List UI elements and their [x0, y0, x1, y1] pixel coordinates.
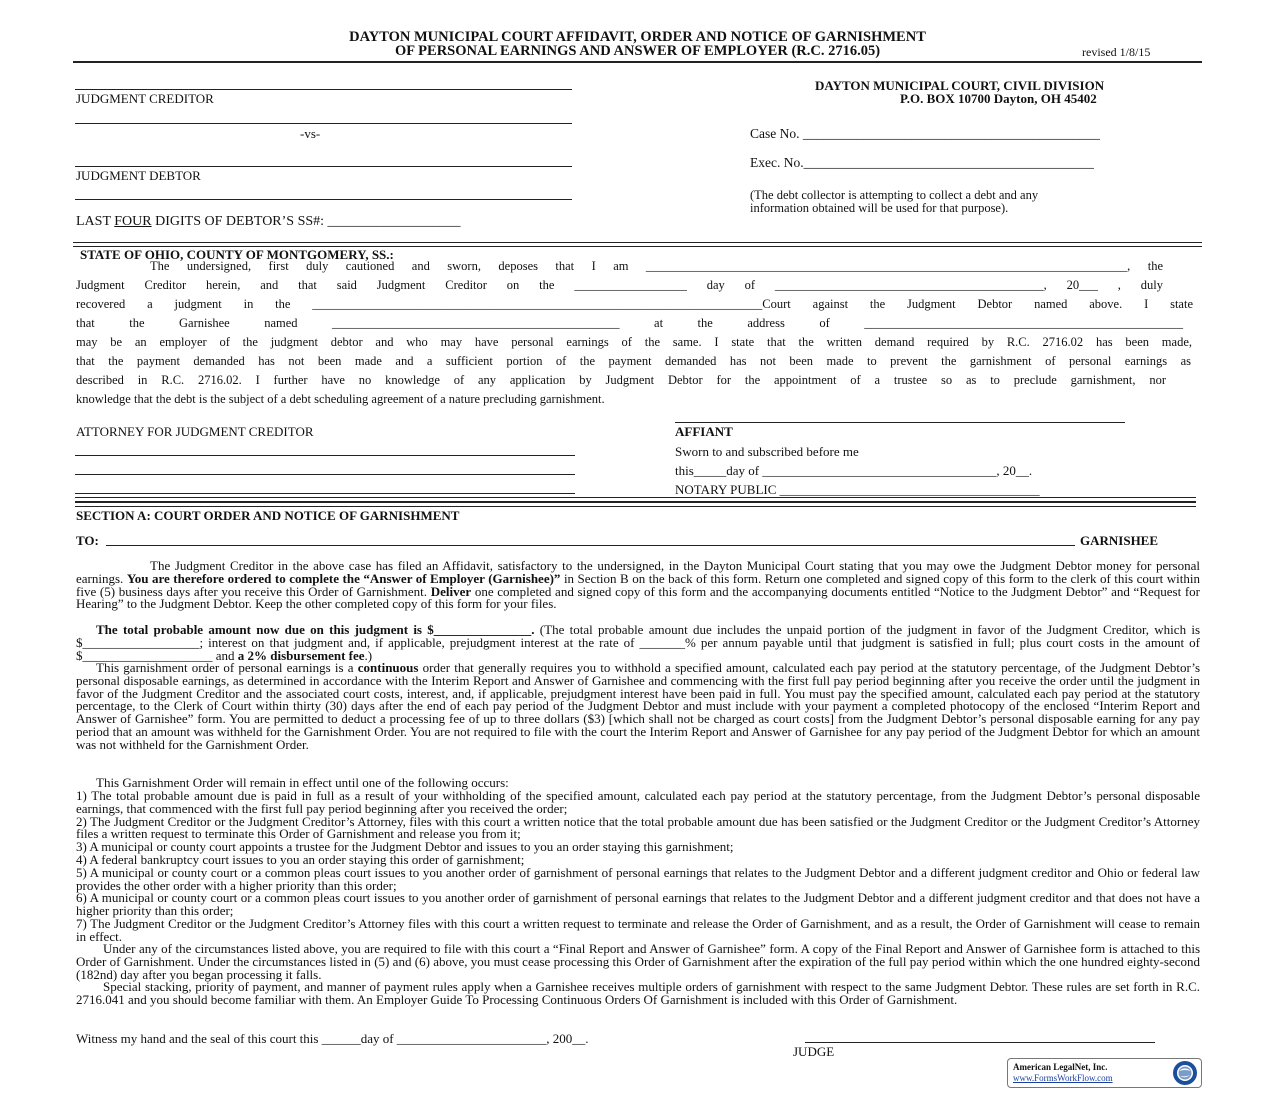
- court-address: P.O. BOX 10700 Dayton, OH 45402: [900, 91, 1097, 106]
- affiant-signature-line[interactable]: [675, 422, 1125, 423]
- list-item: 1) The total probable amount due is paid in full as a result of your withholding of the specified amount, calculated each pay period at the statutory percentage, from the Judgment Debtor’s personal disposable earnings, that commenced with the first full pay period beginning after you received the order;: [76, 788, 1200, 816]
- header-rule: [73, 61, 1202, 63]
- termination-list: [76, 790, 1200, 944]
- list-item: 2) The Judgment Creditor or the Judgment Creditor’s Attorney, files with this court a written notice that the total probable amount due has been satisfied or the Judgment Creditor or the Judgment Creditor’s Attorney files a written request to terminate this Order of Garnishment and release you from it;: [76, 813, 1200, 842]
- witness-field[interactable]: Witness my hand and the seal of this court this ______day of _______________________, 200__.: [76, 1031, 589, 1046]
- american-legalnet-logo[interactable]: [1007, 1058, 1202, 1088]
- affidavit-line5: may be an employer of the judgment debtor and who may have personal earnings of the same. I state that the written demand required by R.C. 2716.02 has been made,: [76, 335, 1192, 349]
- affidavit-line2[interactable]: Judgment Creditor herein, and that said Judgment Creditor on the __________________ day of ___________________________________________, 20___ , duly: [76, 278, 1163, 292]
- list-item: 4) A federal bankruptcy court issues to you an order staying this order of garnishment;: [76, 851, 525, 867]
- section-separator-2: [75, 502, 1196, 507]
- revised-date: revised 1/8/15: [1082, 45, 1151, 59]
- judgment-creditor-label: JUDGMENT CREDITOR: [76, 91, 214, 106]
- debt-notice-line1: (The debt collector is attempting to collect a debt and any: [750, 188, 1039, 202]
- judgment-debtor-label: JUDGMENT DEBTOR: [76, 168, 201, 183]
- affidavit-line1[interactable]: The undersigned, first duly cautioned and sworn, deposes that I am _____________________________________________________________________________, the: [150, 259, 1163, 273]
- logo-company-name: American LegalNet, Inc.: [1013, 1062, 1108, 1072]
- notary-date-field[interactable]: this_____day of ____________________________________, 20__.: [675, 463, 1033, 478]
- attorney-label: ATTORNEY FOR JUDGMENT CREDITOR: [76, 424, 314, 439]
- affidavit-line7: described in R.C. 2716.02. I further have no knowledge of any application by Judgment Debtor for the appointment of a trustee so as to preclude garnishment, nor: [76, 373, 1166, 387]
- form-title-line1: DAYTON MUNICIPAL COURT AFFIDAVIT, ORDER AND NOTICE OF GARNISHMENT: [349, 29, 926, 45]
- attorney-line-2[interactable]: [75, 474, 575, 475]
- attorney-line-3[interactable]: [75, 493, 575, 494]
- list-item: 6) A municipal or county court or a common pleas court issues to you another order of garnishment of personal earnings that relates to the Judgment Debtor and a different judgment creditor and that does not have a higher priority than this order;: [76, 890, 1200, 919]
- creditor-line[interactable]: [75, 89, 572, 90]
- order-paragraph-1: The Judgment Creditor in the above case has filed an Affidavit, satisfactory to the undersigned, in the Dayton Municipal Court stating that you may owe the Judgment Debtor money for personal earnings. You are therefore ordered to complete the “Answer of Employer (Garnishee)” in Section B on the back of this form. Return one completed and signed copy of this form to the clerk of this court within five (5) business days after you receive this Order of Garnishment. Deliver one completed and signed copy of this form and the accompanying documents entitled “Notice to the Judgment Debtor” and “Request for Hearing” to the Judgment Debtor. Keep the other completed copy of this form for your files.: [76, 558, 1201, 612]
- order-paragraph-6: Special stacking, priority of payment, and manner of payment rules apply when a Garnishee receives multiple orders of garnishment with respect to the same Judgment Debtor. These rules are set forth in R.C. 2716.041 and you should become familiar with them. An Employer Guide To Processing Continuous Orders Of Garnishment is included with this Order of Garnishment.: [76, 979, 1200, 1007]
- affidavit-line8: knowledge that the debt is the subject of a debt scheduling agreement of a nature precluding garnishment.: [76, 392, 605, 406]
- ssn-label: LAST FOUR DIGITS OF DEBTOR’S SS#: ___________________: [76, 214, 461, 229]
- notary-field[interactable]: NOTARY PUBLIC ________________________________________: [675, 482, 1040, 497]
- debtor-line[interactable]: [75, 166, 572, 167]
- order-paragraph-2[interactable]: The total probable amount now due on this judgment is $_______________. (The total probable amount due includes the unpaid portion of the judgment in favor of the Judgment Creditor, which is $__________________; interest on that judgment and, if applicable, prejudgment interest at the rate of _______% per annum payable until that judgment is satisfied in full; plus court costs in the amount of $____________________ and a 2% disbursement fee.): [76, 622, 1201, 663]
- debt-notice-line2: information obtained will be used for that purpose).: [750, 201, 1009, 215]
- judge-label: JUDGE: [793, 1044, 835, 1059]
- globe-icon: [1172, 1060, 1198, 1086]
- judge-signature-line[interactable]: [805, 1042, 1155, 1043]
- list-item: 3) A municipal or county court appoints a trustee for the Judgment Debtor and issues to you an order staying this garnishment;: [76, 839, 734, 855]
- to-label: TO:: [76, 533, 99, 548]
- garnishee-label: GARNISHEE: [1080, 533, 1159, 548]
- affiant-label: AFFIANT: [675, 424, 733, 439]
- order-paragraph-4: This Garnishment Order will remain in effect until one of the following occurs:: [96, 775, 509, 790]
- list-item: 5) A municipal or county court or a common pleas court issues to you another order of garnishment of personal earnings that relates to the Judgment Debtor and a different judgment creditor and Ohio or federal law provides the other order with a higher priority than this order;: [76, 864, 1200, 893]
- list-item: 7) The Judgment Creditor or the Judgment Creditor’s Attorney files with this court a written request to terminate and release the Order of Garnishment, and as a result, the Order of Garnishment will cease to remain in effect.: [76, 915, 1200, 944]
- affidavit-heading: STATE OF OHIO, COUNTY OF MONTGOMERY, SS.:: [80, 247, 394, 262]
- logo-url-link[interactable]: www.FormsWorkFlow.com: [1013, 1073, 1113, 1083]
- exec-no-field[interactable]: Exec. No.___________________________________________: [750, 155, 1094, 170]
- vs-label: -vs-: [300, 126, 321, 141]
- creditor-address-line[interactable]: [75, 123, 572, 124]
- sworn-text: Sworn to and subscribed before me: [675, 444, 859, 459]
- order-paragraph-3: This garnishment order of personal earnings is a continuous order that generally requires you to withhold a specified amount, calculated each pay period at the statutory percentage, of the Judgment Debtor’s personal disposable earnings, as determined in accordance with the Interim Report and Answer of Garnishee and commencing with the first full pay period beginning after you receive the order until the judgment in favor of the Judgment Creditor and the associated court costs, interest, and, if applicable, prejudgment interest have been paid in full. You must pay the specified amount, calculated each pay period at the statutory percentage, to the Clerk of Court within thirty (30) days after the end of each pay period of the Judgment Debtor and must include with your payment a completed photocopy of the enclosed “Interim Report and Answer of Garnishee” form. You are permitted to deduct a processing fee of up to three dollars ($3) [which shall not be charged as court costs] from the Judgment Debtor’s personal disposable earning for any pay period that an amount was withheld for the Garnishment Order. You are not required to file with the court the Interim Report and Answer of Garnishee for any pay period of the Judgment Debtor for which an amount was not withheld for the Garnishment Order.: [76, 660, 1201, 752]
- affidavit-line4[interactable]: that the Garnishee named ______________________________________________ at the address of ___________________________________________________: [76, 316, 1183, 330]
- order-paragraph-5: Under any of the circumstances listed above, you are required to file with this court a “Final Report and Answer of Garnishee” form. A copy of the Final Report and Answer of Garnishee form is attached to this Order of Garnishment. Under the circumstances listed in (5) and (6) above, you must cease processing this Order of Garnishment after the expiration of the full pay period within which the one hundred eighty-second (182nd) day after you began processing it falls.: [76, 941, 1200, 982]
- section-a-heading: SECTION A: COURT ORDER AND NOTICE OF GARNISHMENT: [76, 508, 460, 523]
- debtor-address-line[interactable]: [75, 199, 572, 200]
- affidavit-line3[interactable]: recovered a judgment in the ________________________________________________________________________Court against the Judgment Debtor named above. I state: [76, 297, 1193, 311]
- garnishee-name-line[interactable]: [106, 545, 1075, 546]
- attorney-line-1[interactable]: [75, 455, 575, 456]
- form-title-line2: OF PERSONAL EARNINGS AND ANSWER OF EMPLOYER (R.C. 2716.05): [394, 43, 881, 59]
- case-no-field[interactable]: Case No. ____________________________________________: [750, 126, 1100, 141]
- court-name: DAYTON MUNICIPAL COURT, CIVIL DIVISION: [815, 78, 1105, 93]
- affidavit-line6: that the payment demanded has not been made and a sufficient portion of the payment demanded has not been made to prevent the garnishment of personal earnings as: [76, 354, 1191, 368]
